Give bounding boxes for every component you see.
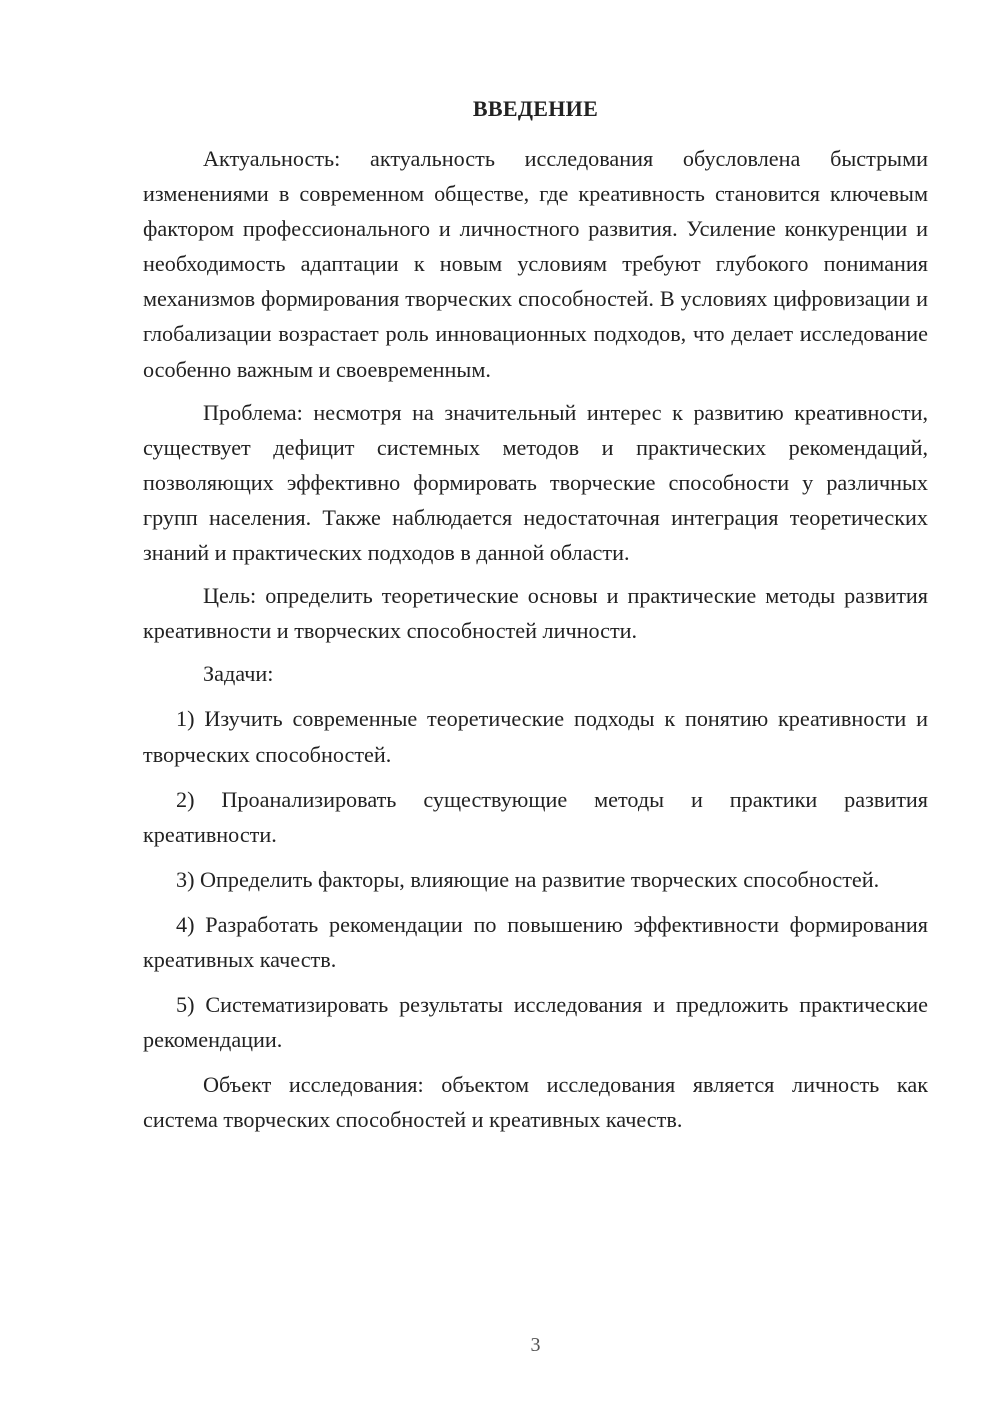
document-body <box>143 141 928 1145</box>
tasks-heading: Задачи: <box>203 661 274 687</box>
goal-paragraph: Цель: определить теоретические основы и практические методы развития креативности и творческих способностей личности. <box>143 583 928 644</box>
document-page <box>143 0 928 1414</box>
task-item-5: 5) Систематизировать результаты исследования и предложить практические рекомендации. <box>143 992 928 1053</box>
research-object-paragraph: Объект исследования: объектом исследования является личность как система творческих способностей и креативных качеств. <box>143 1072 928 1133</box>
page-number: 3 <box>530 1334 541 1356</box>
task-item-2: 2) Проанализировать существующие методы и практики развития креативности. <box>143 786 928 847</box>
relevance-paragraph: Актуальность: актуальность исследования обусловлена быстрыми изменениями в современном обществе, где креативность становится ключевым фактором профессионального и личностного развития. Усиление конкуренции и необходимость адаптации к новым условиям требуют глубокого понимания механизмов формирования творческих способностей. В условиях цифровизации и глобализации возрастает роль инновационных подходов, что делает исследование особенно важным и своевременным. <box>143 146 928 382</box>
problem-paragraph: Проблема: несмотря на значительный интерес к развитию креативности, существует дефицит системных методов и практических рекомендаций, позволяющих эффективно формировать творческие способности у различных групп населения. Также наблюдается недостаточная интеграция теоретических знаний и практических подходов в данной области. <box>143 399 928 566</box>
task-item-4: 4) Разработать рекомендации по повышению эффективности формирования креативных качеств. <box>143 911 928 972</box>
task-item-1: 1) Изучить современные теоретические подходы к понятию креативности и творческих способностей. <box>143 706 928 767</box>
section-title: ВВЕДЕНИЕ <box>472 96 599 121</box>
tasks-list <box>143 701 928 1057</box>
task-item-3: 3) Определить факторы, влияющие на развитие творческих способностей. <box>176 866 880 892</box>
